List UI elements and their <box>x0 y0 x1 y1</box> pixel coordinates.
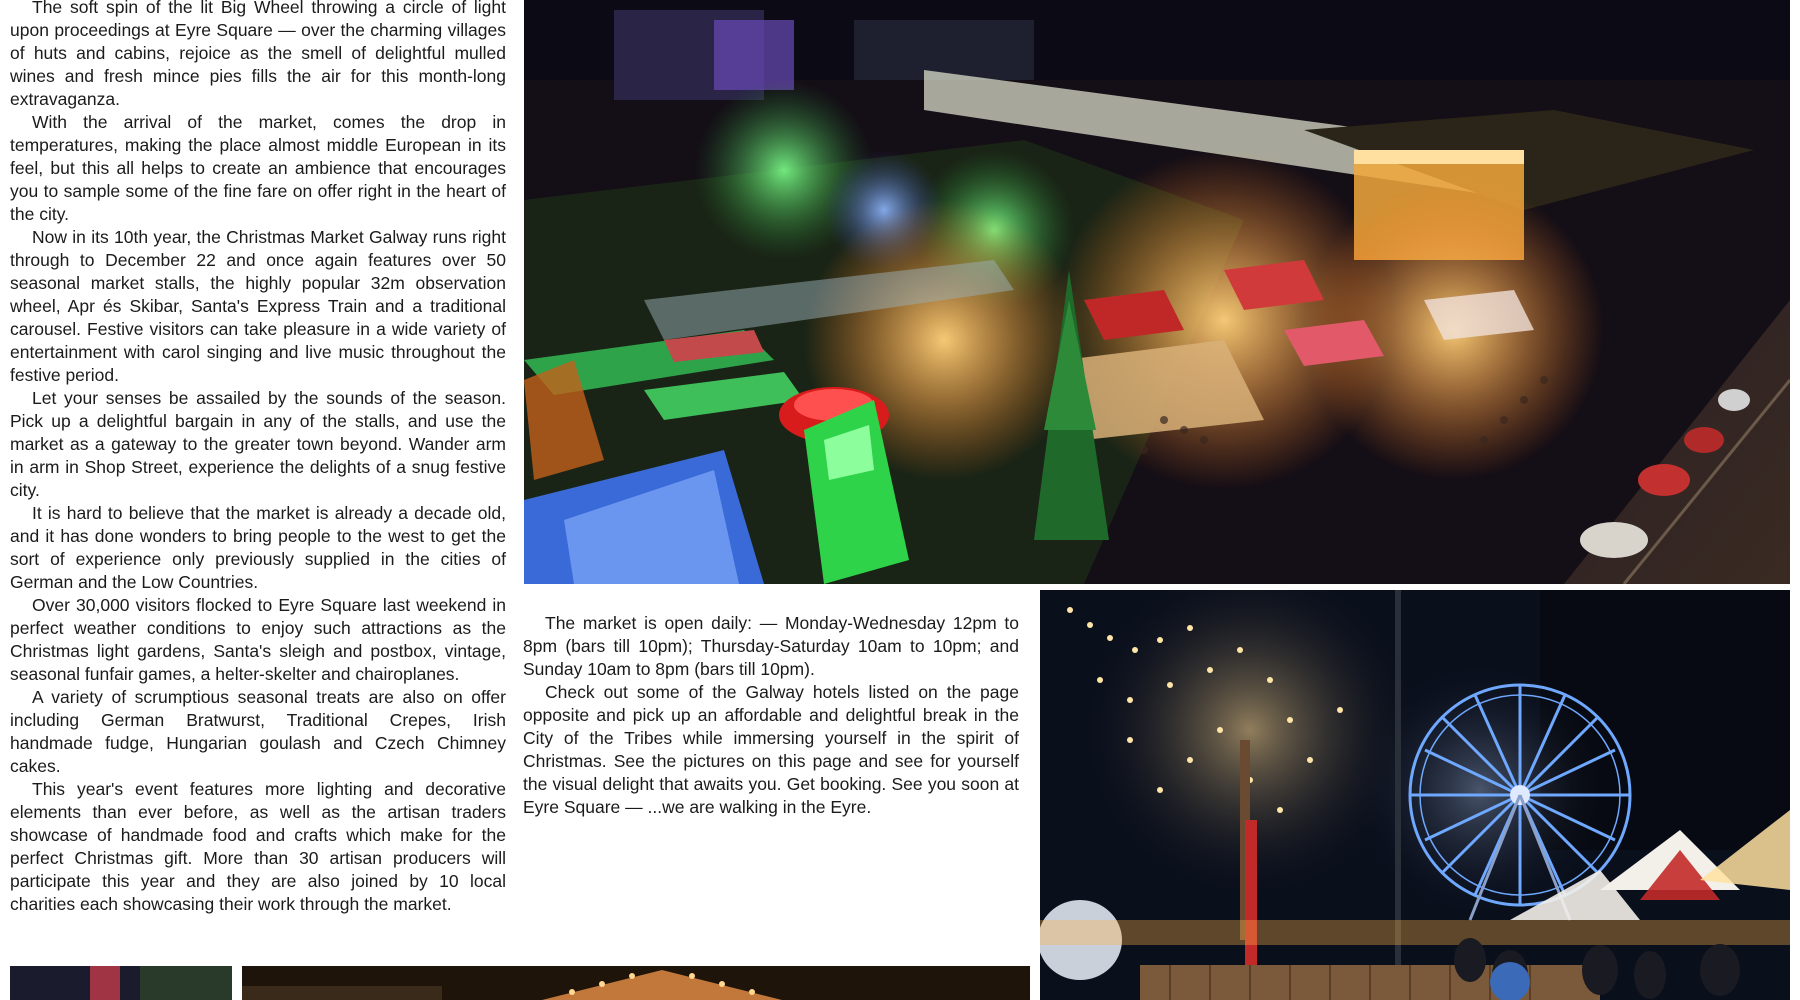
paragraph: With the arrival of the market, comes the drop in temperatures, making the place almost middle European in its feel, but this all helps to create an ambience that encourages you to sample some of the fine fare on offer right in the heart of the city. <box>10 112 506 224</box>
paragraph: The soft spin of the lit Big Wheel throwing a circle of light upon proceedings at Eyre Square — over the charming villages of huts and cabins, rejoice as the smell of delightful mulled wines and fresh mince pies fills the air for this month-long extravaganza. <box>10 0 506 109</box>
paragraph: The market is open daily: — Monday-Wednesday 12pm to 8pm (bars till 10pm); Thursday-Saturday 10am to 10pm; and Sunday 10am to 8pm (bars till 10pm). <box>523 613 1019 679</box>
bottom-photo-left <box>10 966 232 1000</box>
paragraph: This year's event features more lighting and decorative elements than ever before, as well as the artisan traders showcase of handmade food and crafts which make for the perfect Christmas gift. More than 30 artisan producers will participate this year and they are also joined by 10 local charities each showcasing their work through the market. <box>10 779 506 914</box>
bottom-photo-right <box>242 966 1030 1000</box>
paragraph: It is hard to believe that the market is already a decade old, and it has done wonders to bring people to the west to get the sort of experience only previously supplied in the cities of German and the Low Countries. <box>10 503 506 592</box>
paragraph: Now in its 10th year, the Christmas Market Galway runs right through to December 22 and once again features over 50 seasonal market stalls, the highly popular 32m observation wheel, Apr és Skibar, Santa's Express Train and a traditional carousel. Festive visitors can take pleasure in a wide variety of entertainment with carol singing and live music throughout the festive period. <box>10 227 506 385</box>
article-column-left <box>10 0 506 916</box>
paragraph: Let your senses be assailed by the sounds of the season. Pick up a delightful bargain in any of the stalls, and use the market as a gateway to the greater town beyond. Wander arm in arm in Shop Street, experience the delights of a snug festive city. <box>10 388 506 500</box>
ferris-wheel-night-photo <box>1040 590 1790 1000</box>
paragraph: Over 30,000 visitors flocked to Eyre Square last weekend in perfect weather conditions to enjoy such attractions as the Christmas light gardens, Santa's sleigh and postbox, vintage, seasonal funfair games, a helter-skelter and chairoplanes. <box>10 595 506 684</box>
paragraph: A variety of scrumptious seasonal treats are also on offer including German Bratwurst, Traditional Crepes, Irish handmade fudge, Hungarian goulash and Czech Chimney cakes. <box>10 687 506 776</box>
market-aerial-photo <box>524 0 1790 584</box>
article-column-middle <box>523 612 1019 819</box>
paragraph: Check out some of the Galway hotels listed on the page opposite and pick up an affordable and delightful break in the City of the Tribes while immersing yourself in the spirit of Christmas. See the pictures on this page and see for yourself the visual delight that awaits you. Get booking. See you soon at Eyre Square — ...we are walking in the Eyre. <box>523 682 1019 817</box>
